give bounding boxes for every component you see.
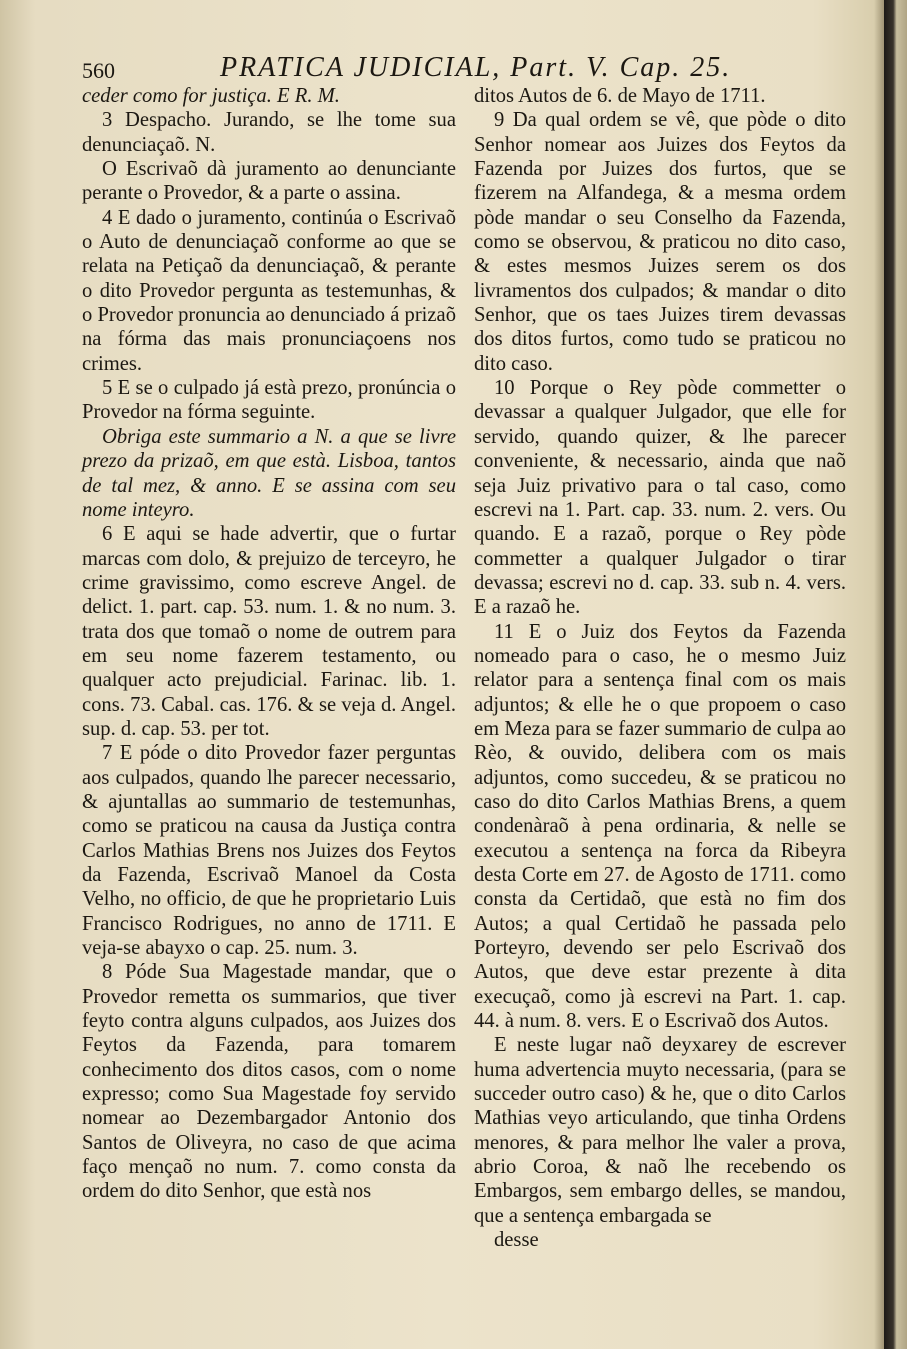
paragraph: 4 E dado o juramento, continúa o Escrivaõ o Auto de denunciaçaõ conforme ao que se relata na Petiçaõ da denunciaçaõ, & perante o dito Provedor pergunta as testemunhas, & o Provedor pronuncia ao denunciado á prizaõ na fórma das mais pronunciaçoens nos crimes. bbox=[82, 206, 456, 375]
paragraph: 8 Póde Sua Magestade mandar, que o Provedor remetta os summarios, que tiver feyto contra alguns culpados, aos Juizes dos Feytos da Fazenda, para tomarem conhecimento dos ditos casos, com o nome expresso; como Sua Magestade foy servido nomear ao Dezembargador Antonio dos Santos de Oliveyra, no caso de que acima faço mençaõ no num. 7. como consta da ordem do dito Senhor, que està nos bbox=[82, 961, 456, 1203]
paragraph: 3 Despacho. Jurando, se lhe tome sua denunciaçaõ. N. bbox=[82, 109, 456, 156]
running-head: PRATICA JUDICIAL, Part. V. Cap. 25. bbox=[220, 52, 732, 83]
paragraph: 11 E o Juiz dos Feytos da Fazenda nomeado para o caso, he o mesmo Juiz relator para a sentença final com os mais adjuntos; & elle he o que propoem o caso em Meza para se fazer summario de culpa ao Rèo, & ouvido, delibera com os mais adjuntos, como succedeu, & se praticou no caso do dito Carlos Mathias Brens, a quem condenàraõ à pena ordinaria, & nelle se executou a sentença na forca da Ribeyra desta Corte em 27. de Agosto de 1711. como consta da Certidaõ, que està no fim dos Autos; a qual Certidaõ he passada pelo Porteyro, devendo ser pelo Escrivaõ dos Autos, que deve estar prezente à dita execuçaõ, como jà escrevi na Part. 1. cap. 44. à num. 8. vers. E o Escrivaõ dos Autos. bbox=[474, 620, 846, 1033]
paragraph: 9 Da qual ordem se vê, que pòde o dito Senhor nomear aos Juizes dos Feytos da Fazenda por Juizes dos furtos, que se fizerem na Alfandega, & a mesma ordem pòde mandar o seu Conselho da Fazenda, como se observou, & praticou no dito caso, & estes mesmos Juizes serem os dos livramentos dos culpados; & mandar o dito Senhor, que os taes Juizes tirem devassas dos ditos furtos, como tudo se praticou no dito caso. bbox=[474, 109, 846, 375]
paragraph: 5 E se o culpado já està prezo, pronúncia o Provedor na fórma seguinte. bbox=[82, 377, 456, 424]
page-header bbox=[82, 52, 842, 88]
paragraph: 6 E aqui se hade advertir, que o furtar marcas com dolo, & prejuizo de terceyro, he crime gravissimo, como escreve Angel. de delict. 1. part. cap. 53. num. 1. & no num. 3. trata dos que tomaõ o nome de outrem para em seu nome fazerem testamento, ou qualquer acto prejudicial. Farinac. lib. 1. cons. 73. Cabal. cas. 176. & se veja d. Angel. sup. d. cap. 53. per tot. bbox=[82, 523, 456, 740]
paragraph: 10 Porque o Rey pòde commetter o devassar a qualquer Julgador, que elle for servido, quando quizer, & lhe parecer conveniente, & necessario, ainda que naõ seja Juiz privativo para o tal caso, como escrevi na 1. Part. cap. 33. num. 2. vers. Ou quando. E a razaõ, porque o Rey pòde commetter a qualquer Julgador o tirar devassa; escrevi no d. cap. 33. sub n. 4. vers. E a razaõ he. bbox=[474, 377, 846, 619]
page-number: 560 bbox=[82, 58, 115, 83]
left-column bbox=[82, 84, 456, 1204]
paragraph: ceder como for justiça. E R. M. bbox=[82, 85, 340, 107]
right-column bbox=[474, 84, 846, 1253]
catchword: desse bbox=[494, 1229, 539, 1252]
book-edge bbox=[884, 0, 907, 1349]
paragraph: O Escrivaõ dà juramento ao denunciante perante o Provedor, & a parte o assina. bbox=[82, 158, 456, 205]
paragraph: E neste lugar naõ deyxarey de escrever huma advertencia muyto necessaria, (para se succeder outro caso) & he, que o dito Carlos Mathias veyo articulando, que tinha Ordens menores, & para melhor lhe valer a prova, abrio Coroa, & naõ lhe recebendo os Embargos, sem embargo delles, se mandou, que a sentença embargada se bbox=[474, 1034, 846, 1227]
paragraph: ditos Autos de 6. de Mayo de 1711. bbox=[474, 85, 766, 107]
paragraph: Obriga este summario a N. a que se livre prezo da prizaõ, em que està. Lisboa, tantos de tal mez, & anno. E se assina com seu nome inteyro. bbox=[82, 425, 456, 521]
paragraph: 7 E póde o dito Provedor fazer perguntas aos culpados, quando lhe parecer necessario, & ajuntallas ao summario de testemunhas, como se praticou na causa da Justiça contra Carlos Mathias Brens nos Juizes dos Feytos da Fazenda, Escrivaõ Manoel da Costa Velho, no officio, de que he proprietario Luis Francisco Rodrigues, no anno de 1711. E veja-se abayxo o cap. 25. num. 3. bbox=[82, 742, 456, 960]
